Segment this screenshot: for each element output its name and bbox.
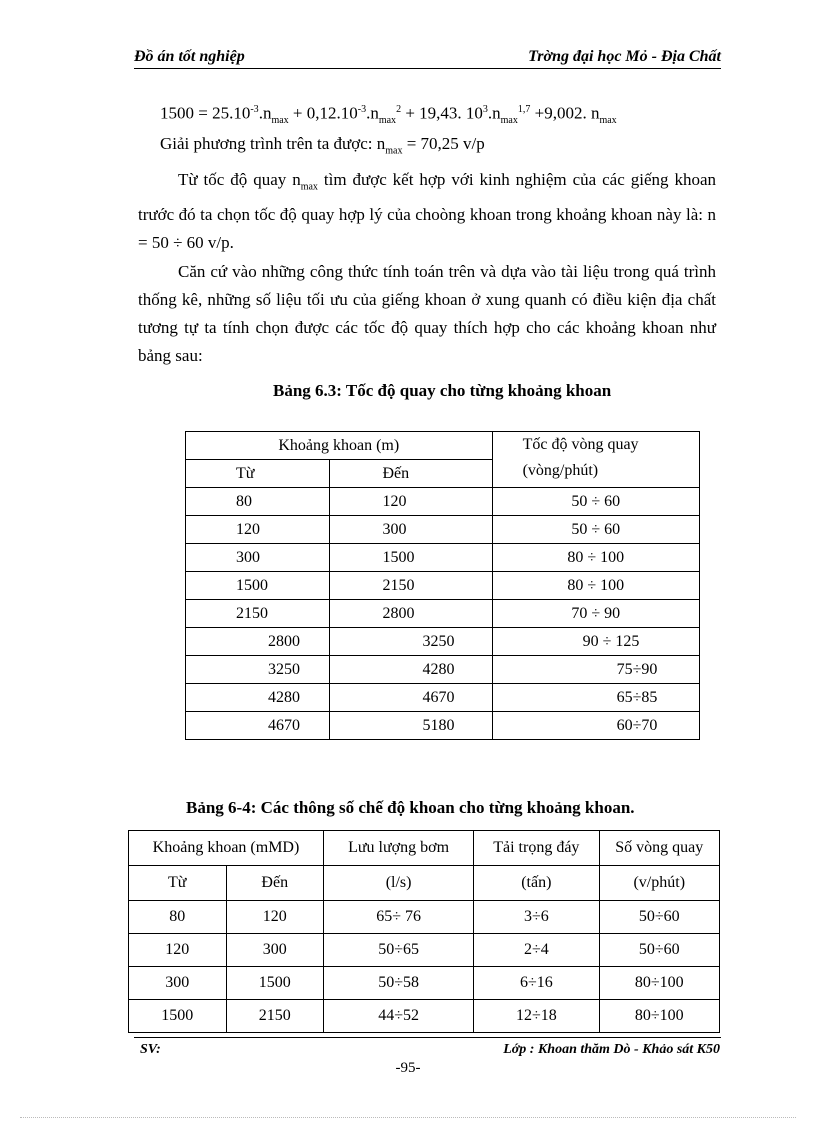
solution-sub: max — [385, 145, 403, 157]
table-row — [186, 684, 700, 712]
cell-to: 2150 — [330, 572, 492, 600]
eq-part: + 19,43. 10 — [401, 103, 483, 123]
header-left-title: Đồ án tốt nghiệp — [134, 48, 245, 65]
cell-from: 120 — [186, 516, 330, 544]
cell-load: 2÷4 — [474, 934, 599, 967]
table-row — [186, 544, 700, 572]
table-header-row — [129, 831, 720, 866]
cell-speed: 70 ÷ 90 — [492, 600, 699, 628]
footer-rule — [134, 1037, 721, 1038]
footer-student: SV: — [140, 1042, 161, 1057]
table1-caption: Bảng 6.3: Tốc độ quay cho từng khoảng khoan — [273, 381, 612, 400]
solution-line — [160, 130, 738, 165]
table-row — [186, 516, 700, 544]
header-rpm-unit: (v/phút) — [599, 866, 720, 901]
table-row — [186, 656, 700, 684]
header-load: Tải trọng đáy — [474, 831, 599, 866]
cell-to: 2150 — [226, 1000, 324, 1033]
header-load-unit: (tấn) — [474, 866, 599, 901]
cell-from: 80 — [186, 488, 330, 516]
table-header-row — [186, 432, 700, 460]
cell-flow: 65÷ 76 — [324, 901, 474, 934]
cell-flow: 50÷65 — [324, 934, 474, 967]
cell-to: 4670 — [330, 684, 492, 712]
cell-speed: 80 ÷ 100 — [492, 544, 699, 572]
cell-load: 12÷18 — [474, 1000, 599, 1033]
eq-part: .n — [258, 103, 272, 123]
header-rule — [134, 68, 721, 69]
cell-from: 300 — [129, 967, 227, 1000]
header-range: Khoảng khoan (m) — [186, 432, 493, 460]
header-flow-unit: (l/s) — [324, 866, 474, 901]
cell-rpm: 50÷60 — [599, 934, 720, 967]
cell-from: 3250 — [186, 656, 330, 684]
para1-text-a: Từ tốc độ quay n — [178, 170, 301, 189]
cell-to: 1500 — [226, 967, 324, 1000]
cell-load: 3÷6 — [474, 901, 599, 934]
cell-from: 80 — [129, 901, 227, 934]
header-from: Từ — [129, 866, 227, 901]
table-row — [129, 967, 720, 1000]
paragraph-basis: Căn cứ vào những công thức tính toán trên và dựa vào tài liệu trong quá trình thống kê, những số liệu tối ưu của giếng khoan ở xung quanh có điều kiện địa chất tương tự ta tính chọn được các tốc độ quay thích hợp cho các khoảng khoan như bảng sau: — [138, 262, 716, 365]
table-row — [186, 572, 700, 600]
cell-to: 300 — [226, 934, 324, 967]
cell-speed: 50 ÷ 60 — [492, 488, 699, 516]
eq-sub: max — [599, 115, 617, 127]
page-edge-dots — [20, 1117, 796, 1118]
paragraph-speed-selection — [138, 166, 716, 257]
eq-part: .n — [487, 103, 501, 123]
table-row — [129, 901, 720, 934]
cell-speed: 80 ÷ 100 — [492, 572, 699, 600]
cell-speed: 90 ÷ 125 — [492, 628, 699, 656]
cell-rpm: 80÷100 — [599, 1000, 720, 1033]
cell-to: 1500 — [330, 544, 492, 572]
eq-part: +9,002. n — [530, 103, 600, 123]
header-speed-line1: Tốc độ vòng quay — [522, 436, 639, 453]
cell-from: 1500 — [186, 572, 330, 600]
cell-speed: 50 ÷ 60 — [492, 516, 699, 544]
cell-speed: 60÷70 — [492, 712, 699, 740]
cell-flow: 50÷58 — [324, 967, 474, 1000]
table2-caption: Bảng 6-4: Các thông số chế độ khoan cho từng khoảng khoan. — [186, 798, 635, 817]
cell-from: 300 — [186, 544, 330, 572]
table-subheader-row — [129, 866, 720, 901]
page-header — [134, 48, 721, 70]
cell-to: 3250 — [330, 628, 492, 656]
table-rotation-speed — [185, 431, 700, 740]
eq-sub: max — [271, 115, 289, 127]
table-row — [129, 1000, 720, 1033]
cell-speed: 75÷90 — [492, 656, 699, 684]
header-to: Đến — [330, 460, 492, 488]
solution-value: = 70,25 v/p — [402, 134, 485, 153]
table-row — [129, 934, 720, 967]
eq-exp: -3 — [357, 104, 367, 115]
cell-from: 2800 — [186, 628, 330, 656]
eq-part: 1500 = 25.10 — [160, 103, 251, 123]
table-drilling-parameters — [128, 830, 720, 1033]
eq-part: .n — [366, 103, 379, 123]
cell-flow: 44÷52 — [324, 1000, 474, 1033]
cell-rpm: 50÷60 — [599, 901, 720, 934]
table-row — [186, 488, 700, 516]
header-range: Khoảng khoan (mMD) — [129, 831, 324, 866]
eq-exp: 3 — [482, 104, 488, 115]
para1-text-b: tìm được kết hợp với kinh nghiệm của các giếng khoan trước đó ta chọn tốc độ quay hợp lý của choòng khoan trong khoảng khoan này là: n = 50 ÷ 60 v/p. — [138, 170, 716, 253]
cell-to: 4280 — [330, 656, 492, 684]
eq-exp: -3 — [250, 104, 259, 115]
header-rpm: Số vòng quay — [599, 831, 720, 866]
cell-to: 120 — [226, 901, 324, 934]
cell-from: 1500 — [129, 1000, 227, 1033]
eq-exp: 1,7 — [517, 104, 531, 115]
cell-to: 120 — [330, 488, 492, 516]
header-speed — [492, 432, 699, 488]
eq-exp: 2 — [396, 104, 402, 115]
table-row — [186, 712, 700, 740]
para1-sub: max — [300, 181, 318, 193]
page-number: -95- — [395, 1060, 421, 1076]
table-row — [186, 628, 700, 656]
header-to: Đến — [226, 866, 324, 901]
cell-from: 120 — [129, 934, 227, 967]
cell-rpm: 80÷100 — [599, 967, 720, 1000]
header-speed-line2: (vòng/phút) — [522, 462, 599, 479]
table-row — [186, 600, 700, 628]
header-from: Từ — [186, 460, 330, 488]
cell-from: 4670 — [186, 712, 330, 740]
cell-from: 2150 — [186, 600, 330, 628]
eq-sub: max — [500, 115, 518, 127]
eq-sub: max — [378, 115, 397, 127]
cell-to: 5180 — [330, 712, 492, 740]
header-flow: Lưu lượng bơm — [324, 831, 474, 866]
footer-class: Lớp : Khoan thăm Dò - Khảo sát K50 — [503, 1042, 720, 1057]
cell-speed: 65÷85 — [492, 684, 699, 712]
eq-part: + 0,12.10 — [288, 103, 358, 123]
solution-text: Giải phương trình trên ta được: n — [160, 134, 386, 153]
header-right-title: Trờng đại học Mỏ - Địa Chất — [528, 48, 721, 65]
cell-to: 2800 — [330, 600, 492, 628]
cell-from: 4280 — [186, 684, 330, 712]
cell-load: 6÷16 — [474, 967, 599, 1000]
cell-to: 300 — [330, 516, 492, 544]
